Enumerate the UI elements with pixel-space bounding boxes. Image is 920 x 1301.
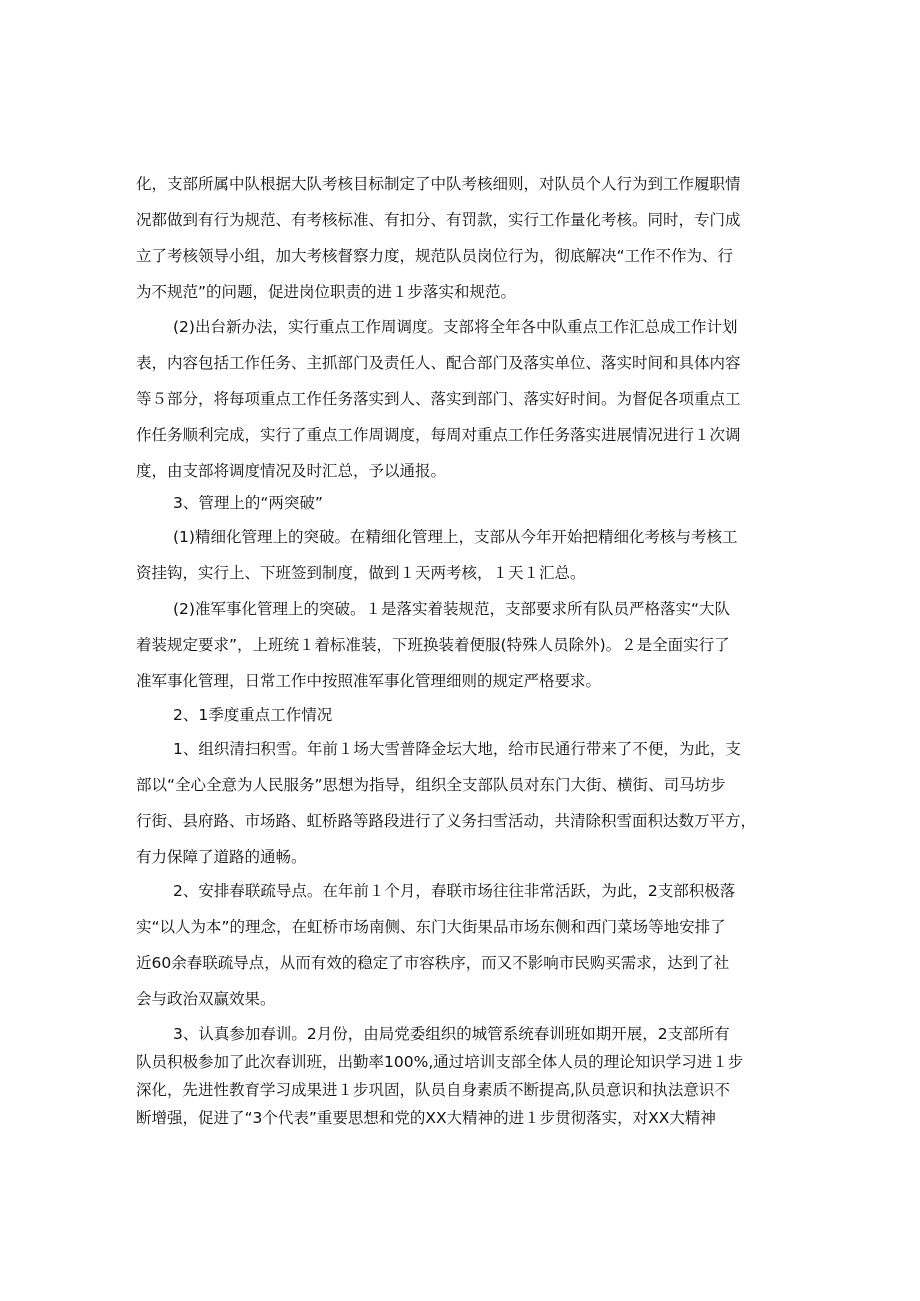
text-line: 表，内容包括工作任务、主抓部门及责任人、配合部门及落实单位、落实时间和具体内容: [136, 354, 741, 372]
paragraph-2: [136, 309, 788, 489]
text-line: 断增强，促进了“3个代表”重要思想和党的XX大精神的进１步贯彻落实，对XX大精神: [136, 1109, 716, 1127]
text-line: 准军事化管理，日常工作中按照准军事化管理细则的规定严格要求。: [136, 672, 602, 690]
text-line: 3、认真参加春训。2月份，由局党委组织的城管系统春训班如期开展，2支部所有: [173, 1025, 730, 1043]
text-line: 行街、县府路、市场路、虹桥路等路段进行了义务扫雪活动，共清除积雪面积达数万平方，: [136, 812, 757, 830]
paragraph-5: [136, 591, 788, 699]
text-line: 近60余春联疏导点，从而有效的稳定了市容秩序，而又不影响市民购买需求，达到了社: [136, 954, 730, 972]
paragraph-1: [136, 166, 788, 310]
text-line: (2)准军事化管理上的突破。１是落实着装规范，支部要求所有队员严格落实“大队: [173, 600, 730, 618]
heading-line: 3、管理上的“两突破”: [173, 494, 323, 512]
text-line: 有力保障了道路的通畅。: [136, 848, 307, 866]
text-line: 会与政治双赢效果。: [136, 990, 276, 1008]
text-line: 1、组织清扫积雪。年前１场大雪普降金坛大地，给市民通行带来了不便，为此，支: [173, 740, 741, 758]
text-line: 深化，先进性教育学习成果进１步巩固，队员自身素质不断提高,队员意识和执法意识不: [136, 1081, 730, 1099]
text-line: 等５部分，将每项重点工作任务落实到人、落实到部门、落实好时间。为督促各项重点工: [136, 390, 741, 408]
paragraph-4: [136, 519, 788, 591]
paragraph-7: [136, 731, 788, 875]
paragraph-8: [136, 873, 788, 1017]
paragraph-9: [136, 1020, 788, 1132]
text-line: 度，由支部将调度情况及时汇总，予以通报。: [136, 462, 447, 480]
text-line: (1)精细化管理上的突破。在精细化管理上，支部从今年开始把精细化考核与考核工: [173, 528, 738, 546]
text-line: 着装规定要求”，上班统１着标准装，下班换装着便服(特殊人员除外)。２是全面实行了: [136, 636, 730, 654]
text-line: (2)出台新办法，实行重点工作周调度。支部将全年各中队重点工作汇总成工作计划: [173, 318, 738, 336]
section-heading-2: [136, 697, 788, 733]
text-line: 队员积极参加了此次春训班，出勤率100%,通过培训支部全体人员的理论知识学习进１步: [136, 1053, 744, 1071]
text-line: 立了考核领导小组，加大考核督察力度，规范队员岗位行为，彻底解决“工作不作为、行: [136, 247, 734, 265]
text-line: 为不规范”的问题，促进岗位职责的进１步落实和规范。: [136, 283, 517, 301]
text-line: 况都做到有行为规范、有考核标准、有扣分、有罚款，实行工作量化考核。同时，专门成: [136, 211, 741, 229]
text-line: 化，支部所属中队根据大队考核目标制定了中队考核细则，对队员个人行为到工作履职情: [136, 175, 741, 193]
text-line: 作任务顺利完成，实行了重点工作周调度，每周对重点工作任务落实进展情况进行１次调: [136, 426, 741, 444]
text-line: 部以“全心全意为人民服务”思想为指导，组织全支部队员对东门大街、横街、司马坊步: [136, 776, 726, 794]
text-line: 2、安排春联疏导点。在年前１个月，春联市场往往非常活跃，为此，2支部积极落: [173, 882, 736, 900]
heading-line: 2、1季度重点工作情况: [173, 706, 333, 724]
text-line: 资挂钩，实行上、下班签到制度，做到１天两考核，１天１汇总。: [136, 564, 586, 582]
text-line: 实“以人为本”的理念，在虹桥市场南侧、东门大街果品市场东侧和西门菜场等地安排了: [136, 918, 726, 936]
section-heading-3: [136, 485, 788, 521]
